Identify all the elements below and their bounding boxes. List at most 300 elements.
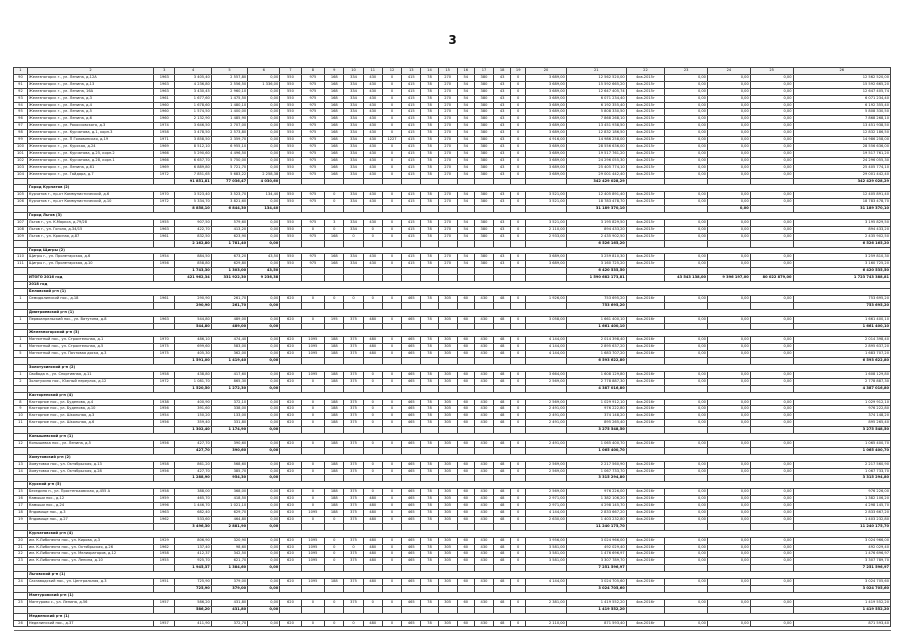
group-heading-row xyxy=(14,289,891,296)
table-cell: 98,60 xyxy=(211,544,247,551)
table-cell: 0 xyxy=(301,399,325,406)
table-cell: 4кв.2016г xyxy=(626,496,665,503)
table-cell: 1 xyxy=(14,371,28,378)
table-cell: 4кв.2016г xyxy=(626,351,665,358)
table-cell: 0,00 xyxy=(707,371,750,378)
table-cell: 0,00 xyxy=(248,537,280,544)
table-cell: Золотухино пос., Южный переулок, д.12 xyxy=(27,378,153,385)
table-cell: 550 xyxy=(280,116,301,123)
group-heading-row xyxy=(14,247,891,254)
table-cell: 1095 xyxy=(301,579,325,586)
table-cell xyxy=(457,240,474,247)
table-cell: 894 433,20 xyxy=(566,226,626,233)
table-cell: 3 430,45 xyxy=(175,88,211,95)
table-cell: 430 xyxy=(363,102,382,109)
table-cell: 1963 xyxy=(154,88,175,95)
table-cell: 270 xyxy=(438,226,457,233)
table-cell: 375 xyxy=(344,551,363,558)
table-cell xyxy=(626,358,665,365)
table-cell: 19 xyxy=(14,516,28,523)
table-cell xyxy=(526,206,567,213)
table-cell: 1972 xyxy=(154,171,175,178)
column-number: 18 xyxy=(494,68,511,75)
table-cell: 0,00 xyxy=(707,157,750,164)
table-cell: 78 xyxy=(421,503,438,510)
table-cell: 4кв.2016г xyxy=(626,620,665,627)
table-cell: 0,00 xyxy=(707,88,750,95)
table-cell: 0,00 xyxy=(707,420,750,427)
table-cell xyxy=(402,606,421,613)
table-cell: 1961 xyxy=(154,295,175,302)
table-cell: 0,00 xyxy=(665,544,708,551)
table-cell: 0,00 xyxy=(248,102,280,109)
table-cell xyxy=(280,523,301,530)
data-row xyxy=(14,399,891,406)
group-heading: Касторенский р-н (4) xyxy=(27,392,890,399)
table-cell: 0 xyxy=(382,468,401,475)
table-cell: 465 xyxy=(402,537,421,544)
table-cell: 31 189 370,10 xyxy=(793,206,890,213)
table-cell: Железногорск г., ул. Ленина, 16А xyxy=(27,88,153,95)
table-cell: 2 491,00 xyxy=(526,420,567,427)
table-cell xyxy=(382,565,401,572)
table-cell: 0,00 xyxy=(248,565,280,572)
table-cell: 0,00 xyxy=(665,440,708,447)
table-cell: 465 xyxy=(402,378,421,385)
table-cell xyxy=(626,302,665,309)
table-cell: 0,00 xyxy=(665,157,708,164)
table-cell xyxy=(27,206,153,213)
table-cell: 430 xyxy=(363,199,382,206)
column-number: 23 xyxy=(665,68,708,75)
data-row xyxy=(14,81,891,88)
table-cell: 975 xyxy=(301,150,325,157)
table-cell: 4кв.2016г xyxy=(626,295,665,302)
table-cell: 137,40 xyxy=(175,544,211,551)
table-cell: 48 xyxy=(494,510,511,517)
table-cell xyxy=(363,606,382,613)
table-cell: 0 xyxy=(301,295,325,302)
table-cell: 1 419 552,20 xyxy=(566,599,626,606)
table-cell: 0 xyxy=(325,551,344,558)
table-cell: 0 xyxy=(325,544,344,551)
table-cell: 0,00 xyxy=(248,95,280,102)
table-cell: 54 xyxy=(457,102,474,109)
table-cell: 753 695,20 xyxy=(566,295,626,302)
table-cell: 0 xyxy=(382,130,401,137)
table-cell xyxy=(421,565,438,572)
data-row xyxy=(14,558,891,565)
table-cell: 108 xyxy=(14,226,28,233)
table-cell: 1 065 400,70 xyxy=(566,447,626,454)
table-cell: 375 xyxy=(344,440,363,447)
table-cell: Льгов г., ул. К.Маркса, д.79/28 xyxy=(27,219,153,226)
table-cell: 3 689,00 xyxy=(526,254,567,261)
table-cell: 430 xyxy=(363,95,382,102)
table-cell xyxy=(438,358,457,365)
table-cell: 270 xyxy=(438,95,457,102)
table-cell: 0,00 xyxy=(707,143,750,150)
table-cell: 24 296 055,30 xyxy=(793,157,890,164)
table-cell: 0,00 xyxy=(248,157,280,164)
table-cell: 753 695,20 xyxy=(793,295,890,302)
table-cell: 0,00 xyxy=(665,95,708,102)
table-cell: 0,00 xyxy=(665,371,708,378)
table-cell: 550 xyxy=(280,102,301,109)
data-row xyxy=(14,371,891,378)
table-cell xyxy=(665,475,708,482)
table-cell xyxy=(438,323,457,330)
table-cell xyxy=(14,565,28,572)
table-cell: 0 xyxy=(363,378,382,385)
data-row xyxy=(14,496,891,503)
table-cell: 0,00 xyxy=(750,109,793,116)
table-cell: 4кв.2016г xyxy=(626,503,665,510)
table-cell: 54 xyxy=(457,109,474,116)
table-cell xyxy=(344,447,363,454)
table-cell: 375 xyxy=(344,406,363,413)
table-cell: 480 xyxy=(363,544,382,551)
table-cell: 1 678,60 xyxy=(175,102,211,109)
table-cell: 1 945,37 xyxy=(175,565,211,572)
table-cell xyxy=(402,358,421,365)
table-cell: 480 xyxy=(363,579,382,586)
table-cell: 430 xyxy=(474,420,493,427)
table-cell: 975 xyxy=(301,219,325,226)
table-cell: 0,00 xyxy=(707,399,750,406)
table-cell: 0 xyxy=(382,199,401,206)
table-cell: 334 xyxy=(344,164,363,171)
table-cell: 0,00 xyxy=(665,199,708,206)
table-cell xyxy=(363,268,382,275)
table-cell xyxy=(511,385,526,392)
table-cell: 4 144,00 xyxy=(526,510,567,517)
table-cell xyxy=(280,385,301,392)
table-cell xyxy=(402,206,421,213)
data-row xyxy=(14,440,891,447)
table-cell: 3 523,40 xyxy=(175,192,211,199)
table-cell: 43 xyxy=(494,116,511,123)
table-cell: 0 xyxy=(382,81,401,88)
table-cell: 168 xyxy=(325,233,344,240)
data-row xyxy=(14,109,891,116)
table-cell: 0,00 xyxy=(248,385,280,392)
data-row xyxy=(14,316,891,323)
table-cell xyxy=(665,565,708,572)
table-cell: 4кв.2015г xyxy=(626,81,665,88)
table-cell: 375 xyxy=(344,420,363,427)
table-cell: 3 315 294,80 xyxy=(566,475,626,482)
table-cell: 4кв.2016г xyxy=(626,489,665,496)
table-cell: 465 xyxy=(402,406,421,413)
column-number: 9 xyxy=(325,68,344,75)
table-cell xyxy=(301,427,325,434)
table-cell xyxy=(494,268,511,275)
data-row xyxy=(14,116,891,123)
table-cell xyxy=(665,427,708,434)
table-cell: им. К.Либкнехта пос., ул. Ленина, д.10 xyxy=(27,558,153,565)
table-cell: 331 922,30 xyxy=(211,275,247,282)
table-cell: 60 xyxy=(457,516,474,523)
column-number-row xyxy=(14,68,891,75)
table-cell: 2 833 667,20 xyxy=(566,510,626,517)
table-cell: 0 xyxy=(511,351,526,358)
table-cell: 60 xyxy=(457,468,474,475)
table-cell: 1972 xyxy=(154,378,175,385)
table-cell: 415 xyxy=(402,95,421,102)
table-cell: 48 xyxy=(494,579,511,586)
table-cell: 1969 xyxy=(154,143,175,150)
table-cell: 12 xyxy=(14,440,28,447)
table-cell xyxy=(511,447,526,454)
table-cell: 3 821,60 xyxy=(211,199,247,206)
table-cell: 3 024 705,60 xyxy=(793,585,890,592)
table-cell: 6 420 535,50 xyxy=(793,268,890,275)
table-cell: 0,00 xyxy=(707,516,750,523)
table-cell: 550 xyxy=(280,123,301,130)
table-cell: 465 xyxy=(402,413,421,420)
table-cell xyxy=(325,240,344,247)
table-cell: 832,50 xyxy=(175,233,211,240)
table-cell: 43 xyxy=(494,233,511,240)
table-cell xyxy=(457,323,474,330)
table-cell xyxy=(14,523,28,530)
table-cell: 4кв.2015г xyxy=(626,88,665,95)
table-cell: 895 265,40 xyxy=(566,420,626,427)
table-cell xyxy=(27,240,153,247)
table-cell: 430 xyxy=(474,544,493,551)
table-cell xyxy=(707,323,750,330)
table-cell: 1095 xyxy=(301,351,325,358)
table-cell: 3 521,00 xyxy=(526,199,567,206)
table-cell: 533,60 xyxy=(175,516,211,523)
table-cell: 0,00 xyxy=(248,371,280,378)
table-cell: 0 xyxy=(511,399,526,406)
table-cell: 0,00 xyxy=(248,544,280,551)
table-cell: 0,00 xyxy=(750,226,793,233)
table-cell: 0,00 xyxy=(665,503,708,510)
table-cell xyxy=(363,323,382,330)
table-cell: 550 xyxy=(280,261,301,268)
table-cell: 0 xyxy=(382,143,401,150)
table-cell: 3 689,00 xyxy=(526,171,567,178)
column-number: 11 xyxy=(363,68,382,75)
table-cell xyxy=(750,523,793,530)
table-cell: 976 222,80 xyxy=(793,406,890,413)
table-cell: 0,00 xyxy=(707,261,750,268)
table-cell: 17 xyxy=(14,503,28,510)
table-cell: 0,00 xyxy=(665,123,708,130)
table-cell: 25 xyxy=(14,599,28,606)
table-cell: 0,00 xyxy=(248,496,280,503)
table-cell: Железногорск г., ул. Ленина, д.5 xyxy=(27,109,153,116)
table-cell: 422,70 xyxy=(175,226,211,233)
table-cell: 620 xyxy=(280,551,301,558)
table-cell: 5 808 330,50 xyxy=(793,109,890,116)
table-cell: 7 868 268,10 xyxy=(566,116,626,123)
table-cell: 1956 xyxy=(154,420,175,427)
table-cell: 4кв.2015г xyxy=(626,143,665,150)
table-cell: 0,00 xyxy=(248,489,280,496)
table-cell: 1956 xyxy=(154,261,175,268)
table-cell: 43 xyxy=(494,81,511,88)
table-cell: 430 xyxy=(474,620,493,627)
table-cell: 4кв.2015г xyxy=(626,192,665,199)
table-cell xyxy=(154,447,175,454)
table-cell: 2 971,00 xyxy=(526,503,567,510)
table-cell: 620 xyxy=(280,406,301,413)
table-cell: 270 xyxy=(438,192,457,199)
table-cell xyxy=(474,523,493,530)
table-cell: 390,60 xyxy=(211,447,247,454)
table-cell xyxy=(750,240,793,247)
table-cell: 374 148,20 xyxy=(566,413,626,420)
table-cell xyxy=(750,302,793,309)
table-cell xyxy=(626,385,665,392)
table-cell: 0,00 xyxy=(707,219,750,226)
table-cell: 1 029 912,10 xyxy=(566,399,626,406)
table-cell: 380 xyxy=(474,88,493,95)
table-cell: 0,00 xyxy=(248,399,280,406)
table-cell: 0 xyxy=(301,489,325,496)
table-cell xyxy=(344,427,363,434)
table-cell: 699,60 xyxy=(175,344,211,351)
table-cell: 188 xyxy=(325,344,344,351)
table-cell: 188 xyxy=(325,461,344,468)
table-cell xyxy=(421,606,438,613)
table-cell: 0,00 xyxy=(707,413,750,420)
table-cell: 21 xyxy=(14,544,28,551)
table-cell: 1 xyxy=(14,337,28,344)
table-cell xyxy=(526,565,567,572)
table-cell: 3 858,50 xyxy=(175,137,211,144)
table-cell: 2 569,00 xyxy=(526,378,567,385)
table-cell: 1 476 696,97 xyxy=(566,551,626,558)
table-cell: 0,00 xyxy=(750,157,793,164)
table-cell: 415 xyxy=(402,143,421,150)
table-cell: 60 xyxy=(457,378,474,385)
table-cell xyxy=(421,323,438,330)
table-cell: 305 xyxy=(438,544,457,551)
table-cell: 0,00 xyxy=(248,150,280,157)
table-cell: 1 485,90 xyxy=(211,116,247,123)
table-cell: 550 xyxy=(280,109,301,116)
table-cell: 0 xyxy=(382,337,401,344)
table-cell: 0 xyxy=(382,351,401,358)
table-cell xyxy=(382,385,401,392)
table-cell: 1961 xyxy=(154,233,175,240)
table-cell: 0,00 xyxy=(665,137,708,144)
table-cell xyxy=(363,565,382,572)
table-cell: 95 xyxy=(14,109,28,116)
table-cell: 109 xyxy=(14,233,28,240)
table-cell: 0,00 xyxy=(665,130,708,137)
bottom-rule xyxy=(14,630,891,631)
table-cell: 134,40 xyxy=(248,206,280,213)
table-cell: 334 xyxy=(344,199,363,206)
table-cell: 0,00 xyxy=(707,123,750,130)
table-cell: 0 xyxy=(382,109,401,116)
table-cell: 438,80 xyxy=(175,371,211,378)
table-cell xyxy=(325,206,344,213)
table-cell: 375 xyxy=(344,378,363,385)
table-cell: 48 xyxy=(494,516,511,523)
table-cell: 0,00 xyxy=(665,599,708,606)
data-row xyxy=(14,192,891,199)
table-cell: Железногорск г., ул. П Головинская, д.19 xyxy=(27,137,153,144)
table-cell xyxy=(526,523,567,530)
table-cell xyxy=(438,427,457,434)
table-cell: 54 xyxy=(457,123,474,130)
table-cell: 0,00 xyxy=(750,378,793,385)
table-cell: 4кв.2016г xyxy=(626,337,665,344)
table-cell xyxy=(325,523,344,530)
table-cell: 2 162,80 xyxy=(175,240,211,247)
table-cell: 6 593 622,80 xyxy=(793,358,890,365)
table-cell: 0 xyxy=(363,599,382,606)
table-cell xyxy=(438,475,457,482)
table-cell: 550 xyxy=(280,150,301,157)
table-cell: 15 592 665,20 xyxy=(793,81,890,88)
table-cell xyxy=(325,302,344,309)
table-cell: 0 xyxy=(511,406,526,413)
table-cell: 0,00 xyxy=(707,558,750,565)
table-cell xyxy=(457,475,474,482)
table-cell: 550 xyxy=(280,143,301,150)
table-cell: 14 xyxy=(14,468,28,475)
table-cell: 23 xyxy=(14,558,28,565)
table-cell xyxy=(438,606,457,613)
table-cell: 3 478,50 xyxy=(175,130,211,137)
table-cell: 4 144,00 xyxy=(526,337,567,344)
column-number: 17 xyxy=(474,68,493,75)
table-cell: 0 xyxy=(325,199,344,206)
table-cell xyxy=(402,565,421,572)
table-cell: 586,20 xyxy=(175,599,211,606)
table-cell: 1961 xyxy=(154,95,175,102)
table-cell: 0,00 xyxy=(750,371,793,378)
table-cell: 430 xyxy=(363,261,382,268)
table-cell: 60 xyxy=(457,537,474,544)
table-cell: Сахзаводский пос., ул. Центральная, д.3 xyxy=(27,579,153,586)
table-cell: 270 xyxy=(438,123,457,130)
table-cell: 1 661 400,10 xyxy=(793,323,890,330)
column-number: 26 xyxy=(793,68,890,75)
table-cell: 465 xyxy=(402,496,421,503)
grand-total-row xyxy=(14,275,891,282)
table-cell: 270 xyxy=(438,109,457,116)
table-cell: 871 593,40 xyxy=(566,620,626,627)
table-cell: 48 xyxy=(494,599,511,606)
table-cell xyxy=(344,565,363,572)
table-cell: 6 844,30 xyxy=(211,206,247,213)
table-cell: 415 xyxy=(402,109,421,116)
table-cell xyxy=(494,275,511,282)
table-cell: 0 xyxy=(301,496,325,503)
table-cell: 375 xyxy=(344,413,363,420)
table-cell: 15 592 665,20 xyxy=(566,81,626,88)
table-cell xyxy=(382,178,401,185)
table-cell: 2 491,00 xyxy=(526,413,567,420)
table-cell xyxy=(438,385,457,392)
table-cell: 0,00 xyxy=(750,95,793,102)
table-cell: 3 195 829,50 xyxy=(566,219,626,226)
table-cell: 78 xyxy=(421,102,438,109)
table-cell: 621,70 xyxy=(211,558,247,565)
table-cell: 0,00 xyxy=(750,130,793,137)
table-cell: 0,00 xyxy=(665,351,708,358)
table-cell: 550 xyxy=(280,254,301,261)
